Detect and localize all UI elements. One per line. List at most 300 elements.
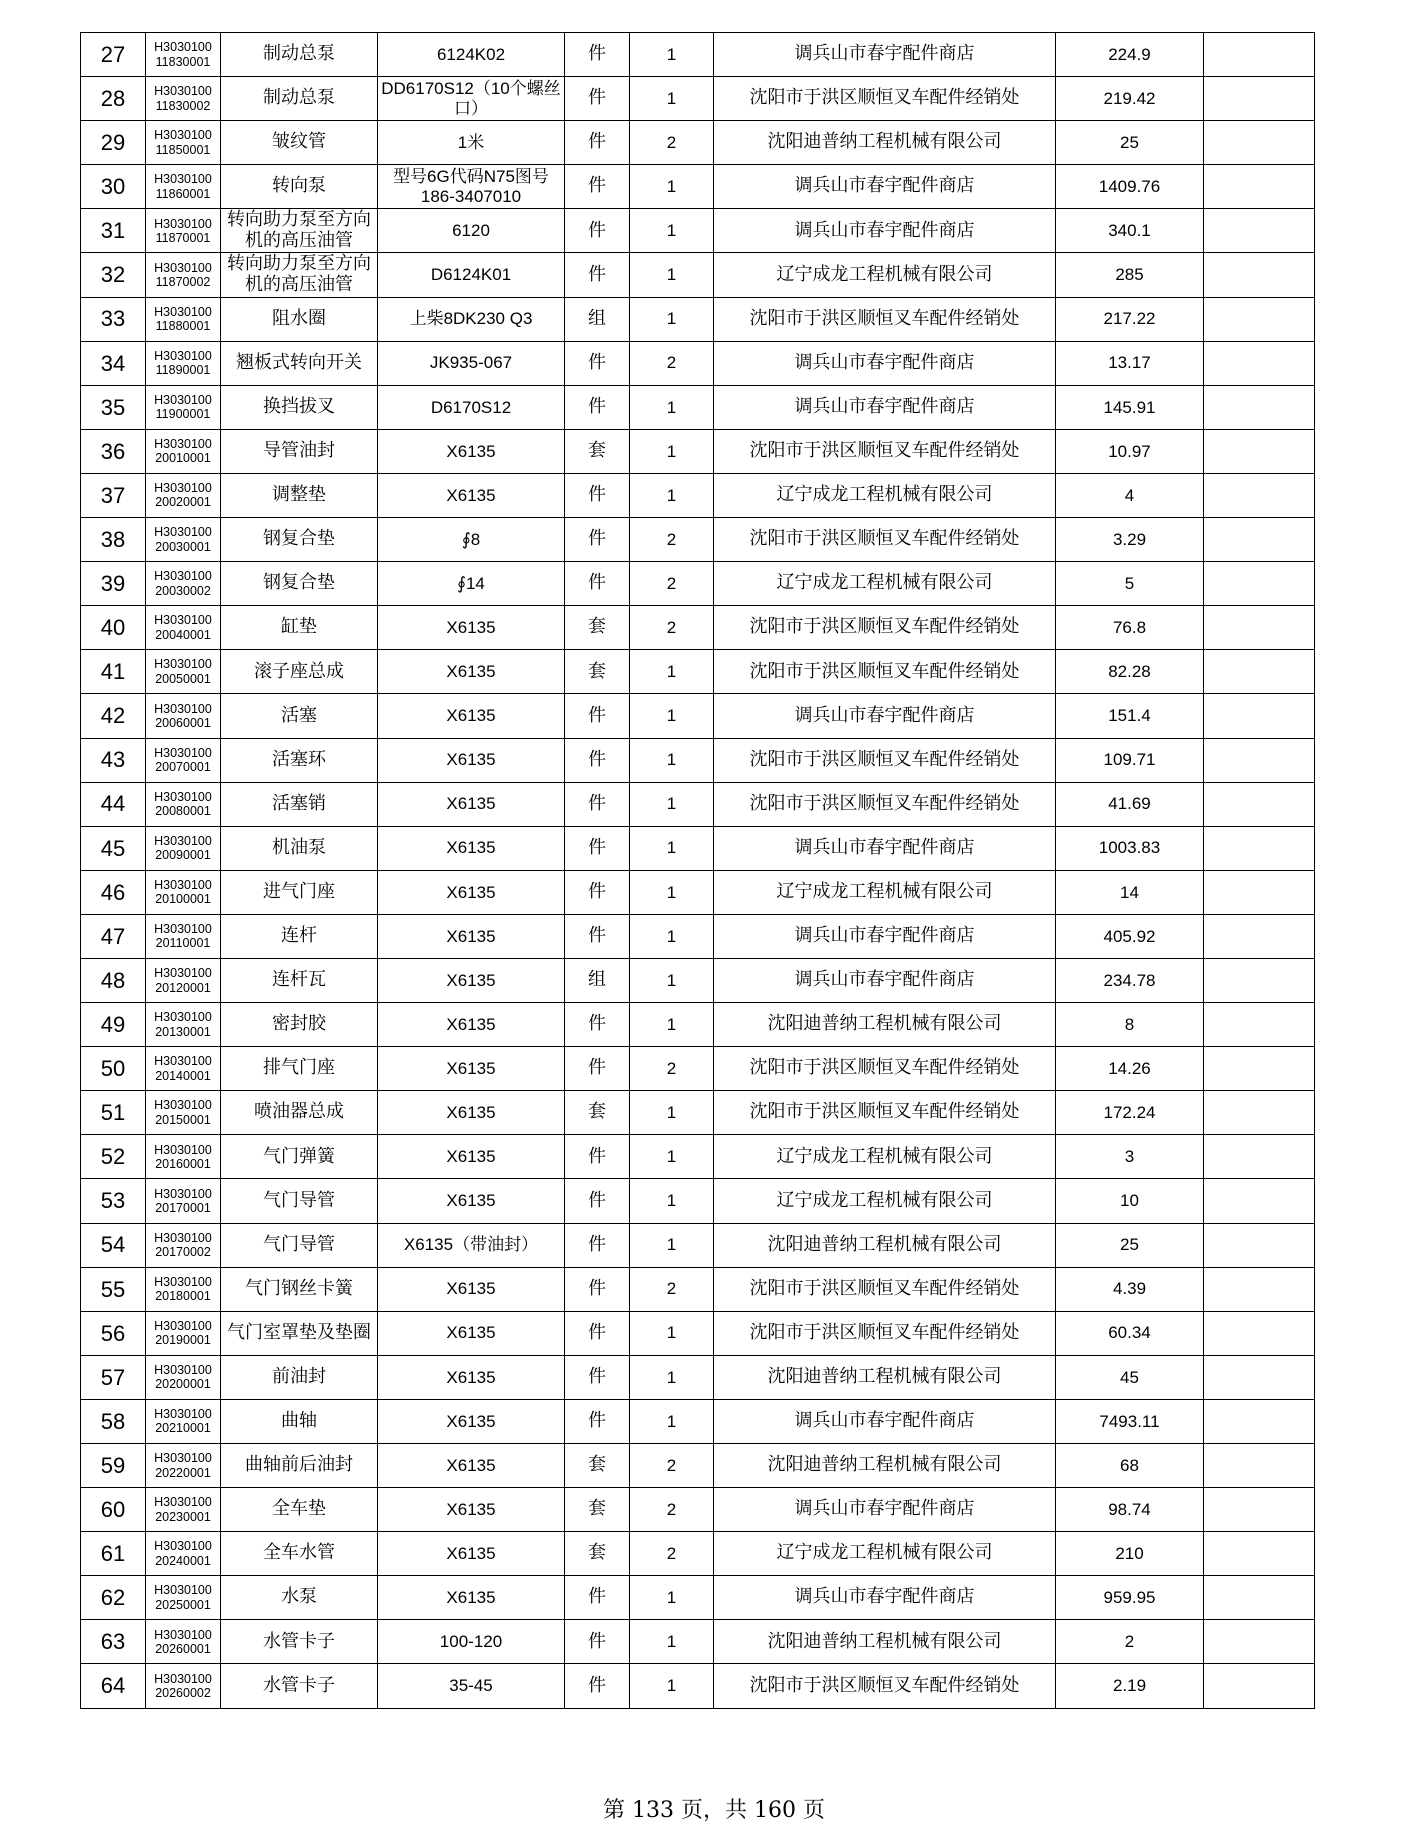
item-quantity: 1 [630,782,714,826]
table-row [81,1355,1315,1399]
item-unit: 件 [565,1664,630,1708]
item-name: 活塞环 [221,738,378,782]
item-unit: 件 [565,1047,630,1091]
item-unit: 件 [565,1179,630,1223]
item-quantity: 1 [630,694,714,738]
row-index: 38 [81,518,146,562]
unit-price: 10.97 [1056,429,1204,473]
item-spec: X6135 [378,473,565,517]
remark [1204,1488,1315,1532]
item-quantity: 1 [630,914,714,958]
table-row [81,429,1315,473]
item-quantity: 1 [630,1311,714,1355]
item-name: 喷油器总成 [221,1091,378,1135]
item-code: H3030100 20140001 [146,1047,221,1091]
item-code: H3030100 20030001 [146,518,221,562]
supplier-name: 辽宁成龙工程机械有限公司 [714,1532,1056,1576]
item-code: H3030100 20010001 [146,429,221,473]
remark [1204,165,1315,209]
item-name: 阻水圈 [221,297,378,341]
item-code: H3030100 11880001 [146,297,221,341]
item-quantity: 1 [630,826,714,870]
item-unit: 件 [565,1399,630,1443]
supplier-name: 沈阳市于洪区顺恒叉车配件经销处 [714,429,1056,473]
table-row [81,253,1315,297]
item-quantity: 1 [630,429,714,473]
item-unit: 件 [565,870,630,914]
item-code: H3030100 20100001 [146,870,221,914]
item-spec: X6135 [378,1576,565,1620]
item-code: H3030100 20070001 [146,738,221,782]
item-quantity: 1 [630,297,714,341]
item-quantity: 1 [630,1179,714,1223]
remark [1204,826,1315,870]
item-name: 全车垫 [221,1488,378,1532]
item-name: 制动总泵 [221,33,378,77]
item-name: 活塞 [221,694,378,738]
item-spec: X6135 [378,429,565,473]
table-row [81,209,1315,253]
item-quantity: 1 [630,1355,714,1399]
item-quantity: 1 [630,33,714,77]
item-quantity: 1 [630,209,714,253]
item-name: 曲轴前后油封 [221,1444,378,1488]
remark [1204,694,1315,738]
item-spec: X6135 [378,650,565,694]
remark [1204,1267,1315,1311]
supplier-name: 辽宁成龙工程机械有限公司 [714,562,1056,606]
table-row [81,1488,1315,1532]
unit-price: 2.19 [1056,1664,1204,1708]
item-code: H3030100 20180001 [146,1267,221,1311]
remark [1204,341,1315,385]
item-spec: 6120 [378,209,565,253]
supplier-name: 沈阳市于洪区顺恒叉车配件经销处 [714,518,1056,562]
item-code: H3030100 20210001 [146,1399,221,1443]
item-spec: ∮14 [378,562,565,606]
row-index: 30 [81,165,146,209]
row-index: 61 [81,1532,146,1576]
item-name: 翘板式转向开关 [221,341,378,385]
item-name: 皱纹管 [221,121,378,165]
supplier-name: 沈阳市于洪区顺恒叉车配件经销处 [714,77,1056,121]
row-index: 40 [81,606,146,650]
item-spec: 35-45 [378,1664,565,1708]
item-code: H3030100 11890001 [146,341,221,385]
supplier-name: 调兵山市春宇配件商店 [714,165,1056,209]
table-row [81,1664,1315,1708]
supplier-name: 辽宁成龙工程机械有限公司 [714,473,1056,517]
item-spec: X6135 [378,1179,565,1223]
row-index: 55 [81,1267,146,1311]
row-index: 34 [81,341,146,385]
item-spec: X6135 [378,1003,565,1047]
item-spec: X6135 [378,738,565,782]
item-quantity: 1 [630,1620,714,1664]
item-code: H3030100 20250001 [146,1576,221,1620]
item-spec: X6135（带油封） [378,1223,565,1267]
unit-price: 5 [1056,562,1204,606]
remark [1204,958,1315,1002]
supplier-name: 沈阳市于洪区顺恒叉车配件经销处 [714,1311,1056,1355]
unit-price: 405.92 [1056,914,1204,958]
remark [1204,1399,1315,1443]
item-code: H3030100 20230001 [146,1488,221,1532]
item-code: H3030100 20150001 [146,1091,221,1135]
supplier-name: 调兵山市春宇配件商店 [714,209,1056,253]
item-name: 活塞销 [221,782,378,826]
item-name: 气门导管 [221,1223,378,1267]
remark [1204,1311,1315,1355]
item-unit: 件 [565,209,630,253]
item-spec: JK935-067 [378,341,565,385]
remark [1204,1223,1315,1267]
item-name: 转向助力泵至方向机的高压油管 [221,253,378,297]
unit-price: 172.24 [1056,1091,1204,1135]
unit-price: 959.95 [1056,1576,1204,1620]
row-index: 59 [81,1444,146,1488]
item-name: 密封胶 [221,1003,378,1047]
row-index: 36 [81,429,146,473]
unit-price: 340.1 [1056,209,1204,253]
row-index: 62 [81,1576,146,1620]
table-row [81,165,1315,209]
item-name: 气门钢丝卡簧 [221,1267,378,1311]
item-spec: X6135 [378,958,565,1002]
supplier-name: 沈阳迪普纳工程机械有限公司 [714,1444,1056,1488]
unit-price: 60.34 [1056,1311,1204,1355]
unit-price: 285 [1056,253,1204,297]
item-spec: X6135 [378,1311,565,1355]
remark [1204,518,1315,562]
item-name: 气门导管 [221,1179,378,1223]
item-code: H3030100 20160001 [146,1135,221,1179]
item-name: 缸垫 [221,606,378,650]
item-unit: 套 [565,1444,630,1488]
remark [1204,1179,1315,1223]
table-row [81,738,1315,782]
item-code: H3030100 20030002 [146,562,221,606]
item-name: 滚子座总成 [221,650,378,694]
item-quantity: 1 [630,77,714,121]
row-index: 35 [81,385,146,429]
table-row [81,1532,1315,1576]
item-spec: X6135 [378,914,565,958]
table-row [81,606,1315,650]
row-index: 60 [81,1488,146,1532]
supplier-name: 沈阳市于洪区顺恒叉车配件经销处 [714,1047,1056,1091]
remark [1204,1444,1315,1488]
item-quantity: 2 [630,121,714,165]
item-code: H3030100 20220001 [146,1444,221,1488]
item-name: 水泵 [221,1576,378,1620]
item-quantity: 2 [630,1047,714,1091]
item-quantity: 1 [630,650,714,694]
item-spec: X6135 [378,1532,565,1576]
item-spec: X6135 [378,1047,565,1091]
item-quantity: 1 [630,1664,714,1708]
remark [1204,562,1315,606]
supplier-name: 辽宁成龙工程机械有限公司 [714,870,1056,914]
unit-price: 76.8 [1056,606,1204,650]
item-name: 排气门座 [221,1047,378,1091]
unit-price: 145.91 [1056,385,1204,429]
remark [1204,1355,1315,1399]
item-unit: 件 [565,1355,630,1399]
supplier-name: 调兵山市春宇配件商店 [714,341,1056,385]
item-unit: 套 [565,429,630,473]
item-spec: X6135 [378,1135,565,1179]
unit-price: 7493.11 [1056,1399,1204,1443]
remark [1204,738,1315,782]
table-row [81,562,1315,606]
remark [1204,1620,1315,1664]
table-row [81,1399,1315,1443]
item-unit: 套 [565,1532,630,1576]
item-unit: 件 [565,1223,630,1267]
item-name: 机油泵 [221,826,378,870]
item-unit: 件 [565,1267,630,1311]
table-row [81,826,1315,870]
item-spec: D6124K01 [378,253,565,297]
table-row [81,77,1315,121]
item-quantity: 2 [630,341,714,385]
table-row [81,1267,1315,1311]
item-spec: D6170S12 [378,385,565,429]
item-code: H3030100 20170001 [146,1179,221,1223]
unit-price: 14 [1056,870,1204,914]
supplier-name: 沈阳迪普纳工程机械有限公司 [714,1620,1056,1664]
unit-price: 10 [1056,1179,1204,1223]
supplier-name: 沈阳市于洪区顺恒叉车配件经销处 [714,782,1056,826]
item-code: H3030100 20110001 [146,914,221,958]
item-spec: X6135 [378,1267,565,1311]
supplier-name: 调兵山市春宇配件商店 [714,958,1056,1002]
row-index: 63 [81,1620,146,1664]
unit-price: 8 [1056,1003,1204,1047]
remark [1204,1047,1315,1091]
unit-price: 210 [1056,1532,1204,1576]
table-row [81,1135,1315,1179]
unit-price: 2 [1056,1620,1204,1664]
item-quantity: 2 [630,1532,714,1576]
supplier-name: 沈阳市于洪区顺恒叉车配件经销处 [714,738,1056,782]
item-quantity: 2 [630,1444,714,1488]
item-name: 转向泵 [221,165,378,209]
item-code: H3030100 20060001 [146,694,221,738]
item-name: 连杆瓦 [221,958,378,1002]
table-row [81,1576,1315,1620]
remark [1204,1664,1315,1708]
supplier-name: 沈阳迪普纳工程机械有限公司 [714,1003,1056,1047]
unit-price: 45 [1056,1355,1204,1399]
item-unit: 件 [565,121,630,165]
row-index: 50 [81,1047,146,1091]
remark [1204,1091,1315,1135]
item-quantity: 1 [630,1223,714,1267]
item-spec: X6135 [378,826,565,870]
row-index: 31 [81,209,146,253]
unit-price: 151.4 [1056,694,1204,738]
remark [1204,253,1315,297]
row-index: 39 [81,562,146,606]
remark [1204,782,1315,826]
item-unit: 件 [565,33,630,77]
item-unit: 套 [565,650,630,694]
row-index: 43 [81,738,146,782]
item-quantity: 2 [630,1267,714,1311]
item-code: H3030100 11870001 [146,209,221,253]
item-spec: X6135 [378,1444,565,1488]
item-spec: X6135 [378,1488,565,1532]
item-quantity: 1 [630,958,714,1002]
supplier-name: 辽宁成龙工程机械有限公司 [714,1135,1056,1179]
unit-price: 25 [1056,1223,1204,1267]
table-row [81,1047,1315,1091]
table-row [81,958,1315,1002]
item-code: H3030100 20080001 [146,782,221,826]
unit-price: 82.28 [1056,650,1204,694]
item-code: H3030100 20050001 [146,650,221,694]
table-row [81,121,1315,165]
unit-price: 13.17 [1056,341,1204,385]
item-quantity: 2 [630,518,714,562]
row-index: 42 [81,694,146,738]
table-row [81,1003,1315,1047]
table-row [81,1179,1315,1223]
item-name: 气门弹簧 [221,1135,378,1179]
item-name: 钢复合垫 [221,562,378,606]
row-index: 57 [81,1355,146,1399]
unit-price: 1409.76 [1056,165,1204,209]
table-row [81,1223,1315,1267]
item-name: 调整垫 [221,473,378,517]
item-unit: 套 [565,1091,630,1135]
item-quantity: 2 [630,562,714,606]
item-code: H3030100 20020001 [146,473,221,517]
table-row [81,870,1315,914]
item-name: 曲轴 [221,1399,378,1443]
unit-price: 98.74 [1056,1488,1204,1532]
row-index: 29 [81,121,146,165]
table-body [81,33,1315,1709]
remark [1204,77,1315,121]
item-spec: X6135 [378,782,565,826]
supplier-name: 调兵山市春宇配件商店 [714,385,1056,429]
row-index: 44 [81,782,146,826]
remark [1204,1576,1315,1620]
supplier-name: 沈阳市于洪区顺恒叉车配件经销处 [714,650,1056,694]
item-name: 水管卡子 [221,1664,378,1708]
item-quantity: 1 [630,1091,714,1135]
item-unit: 件 [565,1311,630,1355]
unit-price: 224.9 [1056,33,1204,77]
remark [1204,209,1315,253]
supplier-name: 调兵山市春宇配件商店 [714,826,1056,870]
item-quantity: 2 [630,1488,714,1532]
remark [1204,1003,1315,1047]
item-quantity: 1 [630,738,714,782]
item-spec: X6135 [378,1399,565,1443]
row-index: 33 [81,297,146,341]
item-unit: 组 [565,297,630,341]
item-name: 水管卡子 [221,1620,378,1664]
item-spec: 6124K02 [378,33,565,77]
table-row [81,297,1315,341]
row-index: 47 [81,914,146,958]
item-code: H3030100 20200001 [146,1355,221,1399]
unit-price: 219.42 [1056,77,1204,121]
unit-price: 25 [1056,121,1204,165]
unit-price: 1003.83 [1056,826,1204,870]
remark [1204,1135,1315,1179]
item-unit: 件 [565,341,630,385]
item-code: H3030100 11830002 [146,77,221,121]
item-spec: 上柴8DK230 Q3 [378,297,565,341]
item-name: 换挡拔叉 [221,385,378,429]
item-unit: 件 [565,738,630,782]
item-unit: 件 [565,253,630,297]
row-index: 45 [81,826,146,870]
unit-price: 3 [1056,1135,1204,1179]
remark [1204,914,1315,958]
supplier-name: 调兵山市春宇配件商店 [714,1399,1056,1443]
item-unit: 套 [565,606,630,650]
supplier-name: 沈阳市于洪区顺恒叉车配件经销处 [714,297,1056,341]
item-spec: 100-120 [378,1620,565,1664]
item-code: H3030100 20120001 [146,958,221,1002]
remark [1204,385,1315,429]
supplier-name: 调兵山市春宇配件商店 [714,1576,1056,1620]
unit-price: 4.39 [1056,1267,1204,1311]
item-quantity: 1 [630,1003,714,1047]
unit-price: 14.26 [1056,1047,1204,1091]
item-code: H3030100 11870002 [146,253,221,297]
item-spec: 1米 [378,121,565,165]
item-unit: 套 [565,1488,630,1532]
item-unit: 件 [565,1003,630,1047]
item-name: 连杆 [221,914,378,958]
item-unit: 件 [565,165,630,209]
item-quantity: 2 [630,606,714,650]
remark [1204,429,1315,473]
item-spec: X6135 [378,694,565,738]
supplier-name: 调兵山市春宇配件商店 [714,914,1056,958]
parts-table [80,32,1315,1709]
item-code: H3030100 20130001 [146,1003,221,1047]
table-row [81,473,1315,517]
item-spec: DD6170S12（10个螺丝口） [378,77,565,121]
supplier-name: 沈阳迪普纳工程机械有限公司 [714,1223,1056,1267]
supplier-name: 沈阳迪普纳工程机械有限公司 [714,1355,1056,1399]
item-code: H3030100 20170002 [146,1223,221,1267]
supplier-name: 辽宁成龙工程机械有限公司 [714,253,1056,297]
row-index: 54 [81,1223,146,1267]
item-name: 气门室罩垫及垫圈 [221,1311,378,1355]
row-index: 32 [81,253,146,297]
row-index: 37 [81,473,146,517]
row-index: 27 [81,33,146,77]
unit-price: 68 [1056,1444,1204,1488]
supplier-name: 调兵山市春宇配件商店 [714,33,1056,77]
row-index: 56 [81,1311,146,1355]
row-index: 46 [81,870,146,914]
supplier-name: 沈阳市于洪区顺恒叉车配件经销处 [714,1091,1056,1135]
unit-price: 4 [1056,473,1204,517]
remark [1204,121,1315,165]
item-spec: X6135 [378,870,565,914]
remark [1204,870,1315,914]
